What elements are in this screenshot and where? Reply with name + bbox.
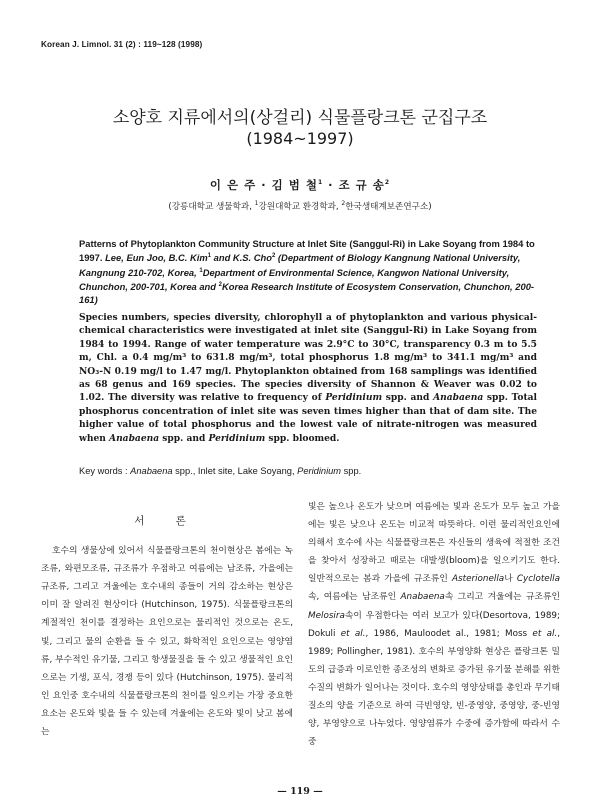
english-authors: Lee, Eun Joo, B.C. Kim <box>105 252 208 264</box>
affiliation-line <box>0 200 600 212</box>
taxon-name: Anabaena <box>433 392 484 404</box>
citation-etal: et al. <box>340 628 366 639</box>
english-affiliation: Department of Environmental Science, Kangwon National University, Chunchon, 200-701, Korea and <box>79 266 510 292</box>
body-paragraph: 호수의 생물상에 있어서 식물플랑크톤의 천이현상은 봄에는 녹조류, 와편모조류, 규조류가 우점하고 여름에는 남조류, 가을에는 규조류, 그리고 겨울에는 호수내의 종들이 거의 감소하는 현상은 이미 잘 알려진 현상이다 (Hutchinson, 1975). 식물플랑크톤의 계절적인 천이를 결정하는 요인으로는 물리적인 것으로는 온도, 빛, 그리고 물의 순환을 들 수 있고, 화학적인 요인으로는 영양염류, 부수적인 유기물, 그리고 항생물질을 들 수 있고 생물적인 요인으로는 기생, 포식, 경쟁 등이 있다 (Hutchinson, 1975). 물리적인 요인중 호수내의 식물플랑크톤의 천이를 일으키는 가장 중요한 요소는 온도와 빛을 들 수 있는데 겨울에는 온도와 빛이 낮고 봄에는 <box>41 546 293 738</box>
author-name: 조 규 송 <box>338 178 385 192</box>
author-name: 김 범 철 <box>271 178 318 192</box>
citation-etal: et al. <box>532 628 558 639</box>
body-column-left <box>41 498 293 741</box>
author-affil-mark: 1 <box>317 179 324 187</box>
english-title: Patterns of Phytoplankton Community Structure at Inlet Site (Sanggul-Ri) in Lake Soyang from 1984 to 1997. <box>79 238 535 264</box>
section-heading-introduction: 서 론 <box>134 515 200 527</box>
abstract-text: spp. bloomed. <box>265 432 340 444</box>
taxon-name: Anabaena <box>109 432 160 444</box>
taxon-name: Melosira <box>308 610 345 621</box>
author-separator: · <box>323 178 339 192</box>
taxon-name: Cyclotella <box>516 574 560 585</box>
author-affil-mark: 2 <box>384 179 391 187</box>
body-text: , 1986, Mauloodet al., 1981; Moss <box>365 628 533 639</box>
journal-citation: Korean J. Limnol. 31 (2) : 119~128 (1998) <box>41 40 203 49</box>
abstract-text: spp. and <box>382 392 434 404</box>
abstract-text: spp. Total phosphorus concentration of inlet site was seven times higher than that of dam site. The higher value of total phosphorus and the lowest vale of nitrate-nitrogen was measured when <box>79 392 537 444</box>
author-name: 이 은 주 <box>209 178 257 192</box>
keywords-label: Key words : <box>79 466 131 476</box>
affil-mark: 1 <box>207 253 212 260</box>
body-text: 나 <box>504 574 517 585</box>
body-text: 속이 우점한다는 여러 보고가 있다(Desortova, 1989; Dokuli <box>308 610 560 639</box>
taxon-name: Peridinium <box>325 392 383 404</box>
body-text: 빛은 높으나 온도가 낮으며 여름에는 빛과 온도가 모두 높고 가을에는 빛은 낮으나 온도는 비교적 따뜻하다. 이런 물리적인요인에 의해서 호수에 사는 식물플랑크톤은 자신들의 생육에 적절한 조건을 찾아서 성장하고 때로는 대발생(bloom)을 일으키기도 한다. 일반적으로는 봄과 가을에 규조류인 <box>308 502 560 585</box>
english-affiliation: Korea Research Institute of Ecosystem Conservation, Chunchon, 200-161) <box>79 280 535 306</box>
taxon-name: Asterionella <box>452 574 505 585</box>
body-column-right <box>308 498 560 751</box>
affiliation-text: 한국생태계보존연구소) <box>345 202 432 212</box>
taxon-name: Anabaena <box>400 592 445 603</box>
body-text: 속, 여름에는 남조류인 <box>308 592 401 603</box>
paper-title-korean: 소양호 지류에서의(상걸리) 식물플랑크톤 군집구조 <box>112 108 488 128</box>
affil-mark: 2 <box>218 281 222 288</box>
keyword-taxon: Anabaena <box>130 466 173 476</box>
keywords-text: spp. <box>341 466 362 476</box>
english-authors: and K.S. Cho <box>211 252 272 264</box>
page-number: — 119 — <box>277 786 323 797</box>
english-title-block <box>79 237 539 306</box>
affiliation-text: (강릉대학교 생물학과, <box>168 202 255 212</box>
affil-mark: 1 <box>254 200 259 208</box>
affiliation-text: 강원대학교 환경학과, <box>258 202 342 212</box>
affil-mark: 2 <box>341 200 346 208</box>
body-text: , 1989; Pollingher, 1981). 호수의 부영양화 현상은 플랑크톤 밀도의 급증과 이로인한 종조성의 변화로 증가된 유기물 분해를 위한 수질의 변화가 일어나는 것이다. 호수의 영양상태를 총인과 무기태질소의 양을 기준으로 하여 극빈영양, 빈-중영양, 중영양, 중-빈영양, 부영양으로 나누었다. 영양염류가 수중에 증가함에 따라서 수중 <box>308 628 561 748</box>
body-text: 속 그리고 겨울에는 규조류인 <box>444 592 560 603</box>
english-affiliation: (Department of Biology Kangnung National University, Kangnung 210-702, Korea, <box>79 252 521 278</box>
affil-mark: 1 <box>199 267 203 274</box>
taxon-name: Peridinium <box>208 432 266 444</box>
author-list <box>0 177 600 193</box>
author-separator: · <box>256 178 272 192</box>
title-block <box>0 108 600 149</box>
abstract <box>79 311 537 445</box>
abstract-text: spp. and <box>159 432 209 444</box>
keywords-text: spp., Inlet site, Lake Soyang, <box>172 466 298 476</box>
keyword-taxon: Peridinium <box>297 466 342 476</box>
affil-mark: 2 <box>271 253 276 260</box>
body-paragraph <box>308 498 560 751</box>
keywords-line <box>79 466 539 476</box>
abstract-text: Species numbers, species diversity, chlorophyll a of phytoplankton and various physical-chemical characteristics were investigated at inlet site (Sanggul-Ri) in Lake Soyang from 1984 to 1994. Range of water temperature was 2.9°C to 30°C, transparency 0.3 m to 5.5 m, Chl. a 0.4 mg/m³ to 631.8 mg/m³, total phosphorus 1.8 mg/m³ to 341.1 mg/m³ and NO₃-N 0.19 mg/l to 1.47 mg/l. Phytoplankton obtained from 168 samplings was identified as 68 genus and 169 species. The species diversity of Shannon & Weaver was 0.02 to 1.02. The diversity was relative to frequency of <box>79 312 537 404</box>
paper-title-years: (1984~1997) <box>246 129 354 148</box>
